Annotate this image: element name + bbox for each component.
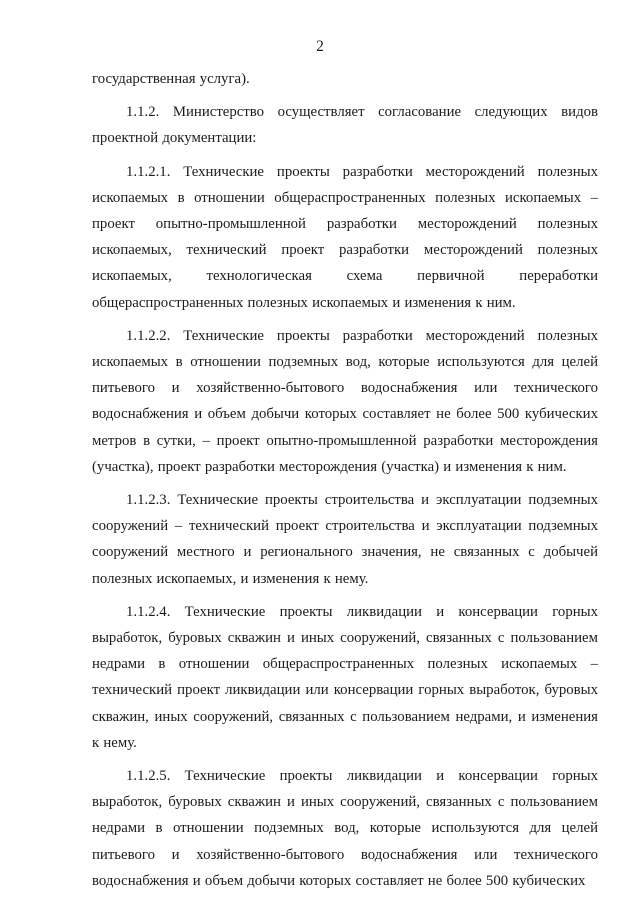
paragraph-1-1-2-5: 1.1.2.5. Технические проекты ликвидации и консервации горных выработок, буровых скважин и иных сооружений, связанных с пользованием недрами в отношении подземных вод, которые используются для целей питьевого и хозяйственно-бытового водоснабжения или технического водоснабжения и объем добычи которых составляет не более 500 кубических xyxy=(92,768,598,889)
paragraph-1-1-2-3: 1.1.2.3. Технические проекты строительства и эксплуатации подземных сооружений – технический проект строительства и эксплуатации подземных сооружений местного и регионального значения, не связанных с добычей полезных ископаемых, и изменения к нему. xyxy=(92,492,598,587)
paragraph-1-1-2-2: 1.1.2.2. Технические проекты разработки месторождений полезных ископаемых в отношении подземных вод, которые используются для целей питьевого и хозяйственно-бытового водоснабжения или технического водоснабжения и объем добычи которых составляет не более 500 кубических метров в сутки, – проект опытно-промышленной разработки месторождения (участка), проект разработки месторождения (участка) и изменения к ним. xyxy=(92,327,598,475)
document-body xyxy=(92,66,598,901)
paragraph-1-1-2-1: 1.1.2.1. Технические проекты разработки месторождений полезных ископаемых в отношении общераспространенных полезных ископаемых – проект опытно-промышленной разработки месторождений полезных ископаемых, технический проект разработки месторождений полезных ископаемых, технологическая схема первичной переработки общераспространенных полезных ископаемых и изменения к ним. xyxy=(92,163,598,311)
paragraph-1-1-2: 1.1.2. Министерство осуществляет согласование следующих видов проектной документации: xyxy=(92,104,598,147)
paragraph-1-1-2-4: 1.1.2.4. Технические проекты ликвидации и консервации горных выработок, буровых скважин и иных сооружений, связанных с пользованием недрами в отношении общераспространенных полезных ископаемых – технический проект ликвидации или консервации горных выработок, буровых скважин, иных сооружений, связанных с пользованием недрами, и изменения к нему. xyxy=(92,603,598,751)
paragraph-continuation: государственная услуга). xyxy=(92,71,250,87)
page-number: 2 xyxy=(316,38,324,55)
